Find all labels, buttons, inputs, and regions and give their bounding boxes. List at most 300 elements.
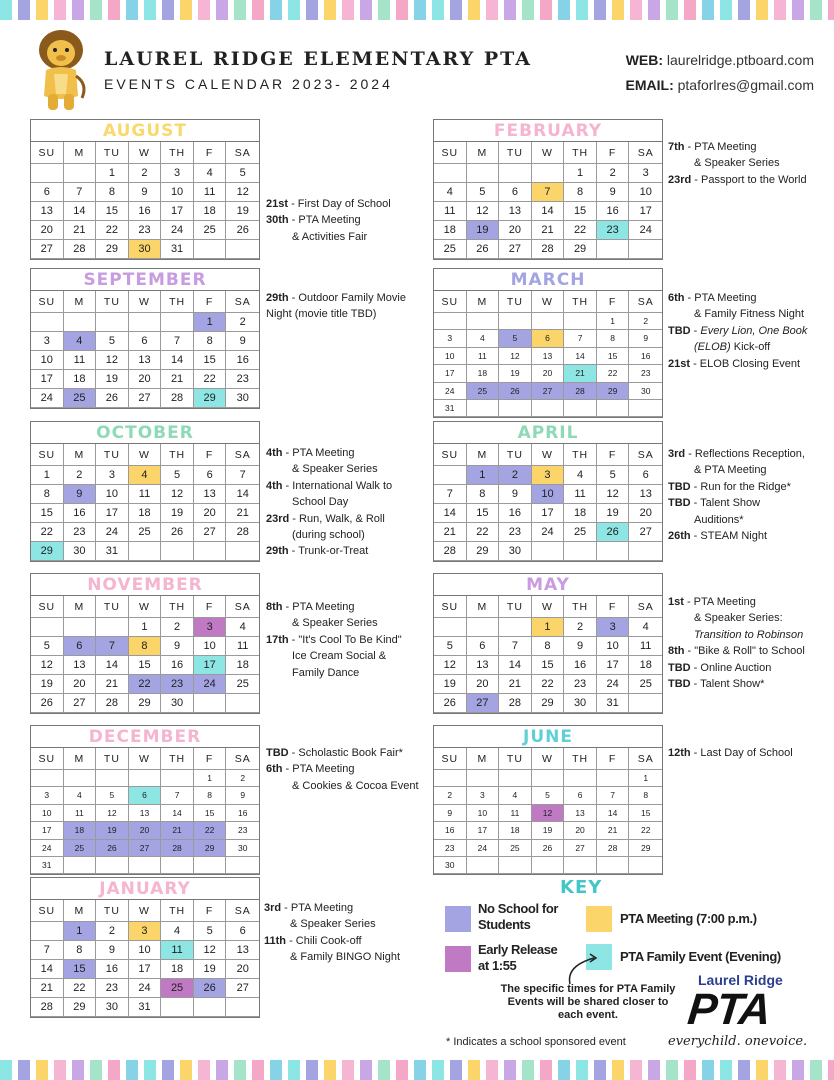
day-cell: 17 [129,960,162,979]
day-cell: 18 [629,656,662,675]
stripe-segment [90,1060,102,1080]
weekday-label: F [597,596,630,618]
day-cell: 27 [64,694,97,713]
weekday-header [31,142,259,164]
event-line: 4th - International Walk to [266,479,393,492]
day-cell: 17 [597,656,630,675]
day-cell: 26 [226,221,259,240]
day-cell: 8 [194,332,227,351]
logo-tagline: everychild. onevoice. [668,1034,808,1049]
day-cell: 7 [96,637,129,656]
stripe-segment [378,1060,390,1080]
day-cell: 27 [129,840,162,857]
stripe-segment [558,0,570,20]
event-line: & Speaker Series [292,617,378,630]
stripe-segment [540,0,552,20]
day-cell: 27 [499,240,532,259]
day-cell: 29 [564,240,597,259]
day-cell: 4 [226,618,259,637]
day-cell: 16 [64,504,97,523]
events-december [266,745,419,794]
day-cell: 21 [64,221,97,240]
stripe-segment [306,1060,318,1080]
day-cell: 28 [597,840,630,857]
weekday-label: W [532,291,565,313]
page-subtitle: EVENTS CALENDAR 2023- 2024 [104,76,393,92]
empty-cell [564,400,597,417]
day-cell: 10 [194,637,227,656]
month-december [30,725,260,875]
day-cell: 27 [31,240,64,259]
empty-cell [564,770,597,787]
month-name: FEBRUARY [434,120,662,142]
stripe-segment [432,1060,444,1080]
day-cell: 6 [31,183,64,202]
weekday-label: TH [564,444,597,466]
day-cell: 2 [597,164,630,183]
day-cell: 22 [194,370,227,389]
day-cell: 20 [226,960,259,979]
day-cell: 16 [96,960,129,979]
day-grid [31,164,259,259]
day-cell: 9 [129,183,162,202]
day-cell: 26 [31,694,64,713]
day-cell: 11 [64,351,97,370]
stripe-segment [54,0,66,20]
email-link[interactable]: ptaforlres@gmail.com [677,77,814,93]
stripe-segment [360,0,372,20]
day-cell: 12 [96,351,129,370]
day-cell: 3 [31,332,64,351]
footnote: * Indicates a school sponsored event [446,1036,626,1048]
day-cell: 1 [64,922,97,941]
day-cell: 2 [226,313,259,332]
stripe-segment [162,1060,174,1080]
day-cell: 25 [226,675,259,694]
day-grid [31,770,259,874]
day-cell: 30 [499,542,532,561]
day-cell: 28 [31,998,64,1017]
day-cell: 24 [532,523,565,542]
empty-cell [597,400,630,417]
day-cell: 12 [96,805,129,822]
weekday-label: TH [161,291,194,313]
empty-cell [629,400,662,417]
key-title: KEY [560,877,603,898]
weekday-label: W [129,444,162,466]
day-cell: 30 [564,694,597,713]
day-cell: 20 [194,504,227,523]
day-cell: 26 [499,383,532,400]
day-cell: 19 [226,202,259,221]
day-cell: 12 [597,485,630,504]
day-cell: 26 [194,979,227,998]
empty-cell [129,770,162,787]
month-march [433,268,663,418]
early-release-swatch [445,946,471,972]
weekday-label: W [532,596,565,618]
stripe-segment [198,1060,210,1080]
weekday-label: TU [499,142,532,164]
day-cell: 13 [629,485,662,504]
web-contact [626,52,814,68]
event-line: Family Dance [292,666,360,679]
day-cell: 2 [64,466,97,485]
empty-cell [467,618,500,637]
day-cell: 5 [96,332,129,351]
meeting-label: PTA Meeting (7:00 p.m.) [620,911,757,926]
lion-mascot-icon [28,28,94,116]
weekday-label: TU [96,291,129,313]
day-cell: 30 [64,542,97,561]
stripe-segment [198,0,210,20]
event-line: 6th - PTA Meeting [668,292,757,304]
day-cell: 4 [129,466,162,485]
stripe-segment [360,1060,372,1080]
day-cell: 19 [96,822,129,839]
empty-cell [532,542,565,561]
stripe-segment [432,0,444,20]
day-cell: 3 [194,618,227,637]
weekday-label: M [467,748,500,770]
weekday-label: SA [226,748,259,770]
month-april [433,421,663,562]
day-cell: 3 [532,466,565,485]
day-cell: 17 [629,202,662,221]
day-cell: 15 [467,504,500,523]
day-cell: 16 [434,822,467,839]
day-cell: 1 [629,770,662,787]
day-cell: 17 [96,504,129,523]
day-cell: 22 [597,365,630,382]
event-line: School Day [292,496,349,509]
weekday-label: TH [564,142,597,164]
weekday-label: TH [161,900,194,922]
day-cell: 22 [96,221,129,240]
day-cell: 4 [64,787,97,804]
web-label: WEB: [625,52,664,68]
day-cell: 10 [96,485,129,504]
weekday-label: F [597,748,630,770]
day-cell: 10 [597,637,630,656]
day-cell: 17 [434,365,467,382]
weekday-header [434,444,662,466]
top-stripe-border [0,0,834,20]
weekday-label: SU [31,748,64,770]
day-cell: 11 [434,202,467,221]
weekday-label: SA [226,900,259,922]
empty-cell [194,857,227,874]
day-cell: 12 [499,348,532,365]
day-cell: 27 [467,694,500,713]
event-line: TBD - Talent Show [668,497,761,510]
event-line: TBD - Run for the Ridge* [668,480,791,493]
day-cell: 26 [467,240,500,259]
empty-cell [564,313,597,330]
day-cell: 12 [31,656,64,675]
day-cell: 2 [564,618,597,637]
empty-cell [161,770,194,787]
stripe-segment [270,1060,282,1080]
day-cell: 22 [564,221,597,240]
day-cell: 24 [161,221,194,240]
weekday-label: SU [434,596,467,618]
month-may [433,573,663,714]
day-cell: 25 [129,523,162,542]
day-cell: 7 [161,332,194,351]
day-cell: 13 [564,805,597,822]
stripe-segment [468,1060,480,1080]
empty-cell [64,857,97,874]
day-cell: 18 [64,370,97,389]
empty-cell [434,313,467,330]
empty-cell [499,770,532,787]
day-cell: 12 [467,202,500,221]
day-cell: 30 [226,840,259,857]
no-school-label: No School for Students [478,901,559,932]
empty-cell [194,240,227,259]
weekday-label: TH [564,291,597,313]
empty-cell [467,164,500,183]
events-november [266,599,402,681]
day-cell: 31 [434,400,467,417]
day-cell: 16 [597,202,630,221]
empty-cell [129,542,162,561]
day-cell: 7 [161,787,194,804]
day-cell: 17 [194,656,227,675]
day-cell: 30 [96,998,129,1017]
day-cell: 10 [629,183,662,202]
day-cell: 30 [629,383,662,400]
empty-cell [226,857,259,874]
day-cell: 6 [64,637,97,656]
day-cell: 5 [467,183,500,202]
day-cell: 19 [434,675,467,694]
event-line: 4th - PTA Meeting [266,447,355,459]
empty-cell [161,998,194,1017]
stripe-segment [108,0,120,20]
weekday-label: F [597,142,630,164]
event-line: TBD - Scholastic Book Fair* [266,747,403,759]
day-cell: 23 [129,221,162,240]
day-cell: 16 [226,351,259,370]
day-cell: 7 [532,183,565,202]
day-cell: 21 [434,523,467,542]
day-cell: 9 [161,637,194,656]
month-name: APRIL [434,422,662,444]
day-cell: 17 [532,504,565,523]
day-cell: 11 [564,485,597,504]
event-line: 1st - PTA Meeting [668,596,756,608]
day-cell: 3 [467,787,500,804]
weekday-label: TU [499,444,532,466]
day-cell: 14 [226,485,259,504]
day-cell: 25 [64,389,97,408]
weekday-label: SU [31,444,64,466]
day-cell: 13 [467,656,500,675]
day-cell: 20 [499,221,532,240]
day-cell: 13 [31,202,64,221]
day-cell: 28 [161,389,194,408]
day-cell: 1 [194,770,227,787]
day-cell: 19 [499,365,532,382]
empty-cell [564,542,597,561]
stripe-segment [684,1060,696,1080]
empty-cell [129,857,162,874]
day-cell: 19 [96,370,129,389]
stripe-segment [288,1060,300,1080]
stripe-segment [810,0,822,20]
month-name: MARCH [434,269,662,291]
event-line: 21st - ELOB Closing Event [668,357,801,370]
day-cell: 5 [194,922,227,941]
empty-cell [161,542,194,561]
stripe-segment [90,0,102,20]
events-march [668,290,807,372]
event-line: 17th - "It's Cool To Be Kind" [266,633,402,646]
empty-cell [64,618,97,637]
stripe-segment [396,0,408,20]
weekday-header [31,596,259,618]
day-cell: 6 [194,466,227,485]
day-cell: 29 [194,840,227,857]
day-cell: 27 [532,383,565,400]
day-cell: 7 [499,637,532,656]
weekday-label: TU [96,596,129,618]
day-cell: 8 [31,485,64,504]
day-grid [31,466,259,561]
stripe-segment [270,0,282,20]
day-cell: 18 [226,656,259,675]
day-cell: 14 [31,960,64,979]
day-cell: 1 [96,164,129,183]
event-line: & Cookies & Cocoa Event [292,779,419,792]
stripe-segment [414,0,426,20]
day-cell: 19 [467,221,500,240]
email-contact [626,77,814,93]
day-cell: 14 [532,202,565,221]
day-cell: 24 [597,675,630,694]
day-cell: 29 [629,840,662,857]
day-cell: 8 [564,183,597,202]
web-link[interactable]: laurelridge.ptboard.com [666,52,814,68]
empty-cell [532,770,565,787]
day-cell: 6 [564,787,597,804]
day-cell: 15 [96,202,129,221]
event-line: 23rd - Passport to the World [668,173,807,186]
stripe-segment [666,1060,678,1080]
day-cell: 9 [434,805,467,822]
day-cell: 28 [96,694,129,713]
day-cell: 24 [629,221,662,240]
day-cell: 19 [194,960,227,979]
event-line: 21st - First Day of School [266,198,391,210]
empty-cell [499,164,532,183]
stripe-segment [306,0,318,20]
stripe-segment [612,1060,624,1080]
event-line: 3rd - Reflections Reception, [668,448,805,460]
day-cell: 3 [597,618,630,637]
day-cell: 1 [129,618,162,637]
stripe-segment [252,1060,264,1080]
weekday-label: F [597,291,630,313]
weekday-label: TH [564,748,597,770]
empty-cell [96,770,129,787]
stripe-segment [792,1060,804,1080]
weekday-label: SA [226,142,259,164]
day-cell: 20 [31,221,64,240]
day-cell: 28 [64,240,97,259]
month-name: OCTOBER [31,422,259,444]
event-line: 7th - PTA Meeting [668,141,757,153]
day-cell: 6 [129,787,162,804]
day-cell: 11 [129,485,162,504]
day-cell: 7 [434,485,467,504]
empty-cell [629,694,662,713]
stripe-segment [666,0,678,20]
empty-cell [31,313,64,332]
day-cell: 23 [499,523,532,542]
day-cell: 30 [161,694,194,713]
weekday-label: F [194,291,227,313]
month-august [30,119,260,260]
weekday-label: SU [434,444,467,466]
day-cell: 24 [194,675,227,694]
empty-cell [564,857,597,874]
day-cell: 11 [467,348,500,365]
day-cell: 23 [564,675,597,694]
empty-cell [31,922,64,941]
day-cell: 9 [96,941,129,960]
day-cell: 6 [629,466,662,485]
day-cell: 26 [597,523,630,542]
month-february [433,119,663,260]
day-cell: 12 [194,941,227,960]
event-line: TBD - Talent Show* [668,678,765,691]
day-cell: 28 [434,542,467,561]
day-cell: 27 [629,523,662,542]
month-name: MAY [434,574,662,596]
stripe-segment [630,0,642,20]
family-event-note: The specific times for PTA Family Events will be shared closer to each event. [500,983,676,1021]
stripe-segment [720,0,732,20]
day-cell: 8 [64,941,97,960]
day-cell: 28 [499,694,532,713]
day-cell: 15 [129,656,162,675]
weekday-label: F [597,444,630,466]
day-cell: 20 [564,822,597,839]
day-cell: 15 [597,348,630,365]
day-cell: 20 [629,504,662,523]
day-cell: 15 [532,656,565,675]
day-cell: 11 [629,637,662,656]
day-cell: 21 [226,504,259,523]
stripe-segment [18,0,30,20]
day-cell: 26 [434,694,467,713]
day-cell: 15 [629,805,662,822]
day-cell: 13 [64,656,97,675]
day-cell: 5 [226,164,259,183]
day-cell: 18 [499,822,532,839]
day-cell: 20 [129,370,162,389]
day-cell: 25 [499,840,532,857]
weekday-label: M [64,900,97,922]
day-cell: 8 [467,485,500,504]
day-cell: 18 [434,221,467,240]
event-line: (ELOB) Kick-off [694,341,771,354]
weekday-label: TU [499,748,532,770]
day-grid [31,313,259,408]
